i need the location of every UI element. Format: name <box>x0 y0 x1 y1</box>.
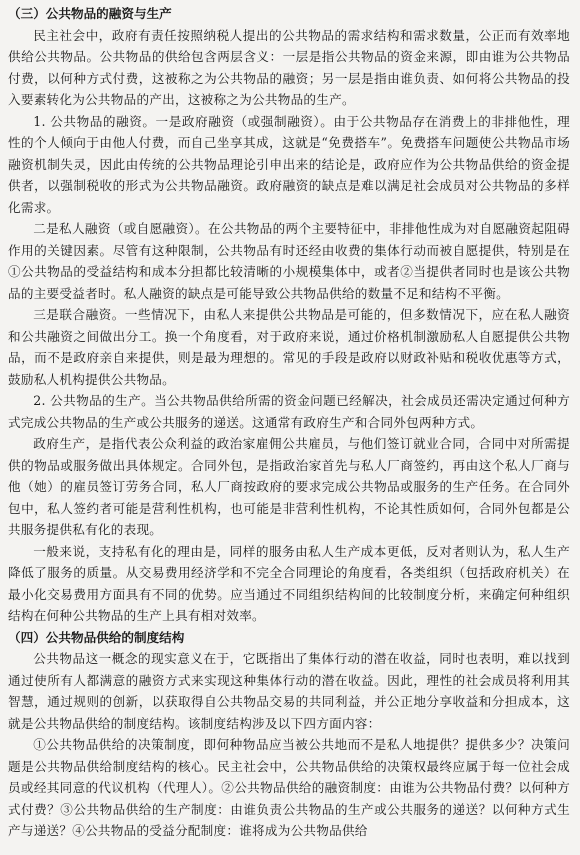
section-3-heading: （三）公共物品的融资与生产 <box>8 6 172 21</box>
paragraph: 政府生产，是指代表公众利益的政治家雇佣公共雇员，与他们签订就业合同，合同中对所需提供的物品或服务做出具体规定。合同外包，是指政治家首先与私人厂商签约，再由这个私人厂商与他（她）的雇员签订劳务合同，私人厂商按政府的要求完成公共物品或服务的生产任务。在合同外包中，私人签约者可能是营利性机构，也可能是非营利性机构，不论其性质如何，合同外包都是公共服务提供私有化的表现。 <box>8 436 570 537</box>
paragraph: 一般来说，支持私有化的理由是，同样的服务由私人生产成本更低，反对者则认为，私人生产降低了服务的质量。从交易费用经济学和不完全合同理论的角度看，各类组织（包括政府机关）在最小化交易费用方面具有不同的优势。应当通过不同组织结构间的比较制度分析，来确定何种组织结构在何种公共物品的生产上具有相对效率。 <box>8 543 570 623</box>
paragraph: 2. 公共物品的生产。当公共物品供给所需的资金问题已经解决，社会成员还需决定通过何种方式完成公共物品的生产或公共服务的递送。这通常有政府生产和合同外包两种方式。 <box>8 393 570 430</box>
paragraph: 三是联合融资。一些情况下，由私人来提供公共物品是可能的，但多数情况下，应在私人融资和公共融资之间做出分工。换一个角度看，对于政府来说，通过价格机制激励私人自愿提供公共物品，而不是政府亲自来提供，则是最为理想的。常见的手段是政府以财政补贴和税收优惠等方式，鼓励私人机构提供公共物品。 <box>8 307 570 387</box>
paragraph: 公共物品这一概念的现实意义在于，它既指出了集体行动的潜在收益，同时也表明，难以找到通过使所有人都满意的融资方式来实现这种集体行动的潜在收益。因此，理性的社会成员将利用其智慧，通过规则的创新，以获取得自公共物品交易的共同利益，并公正地分享收益和分担成本，这就是公共物品供给的制度结构。该制度结构涉及以下四方面内容： <box>8 651 570 731</box>
paragraph: 二是私人融资（或自愿融资）。在公共物品的两个主要特征中，非排他性成为对自愿融资起阻碍作用的关键因素。尽管有这种限制，公共物品有时还经由收费的集体行动而被自愿提供，特别是在①公共物品的受益结构和成本分担都比较清晰的小规模集体中，或者②当提供者同时也是该公共物品的主要受益者时。私人融资的缺点是可能导致公共物品供给的数量不足和结构不平衡。 <box>8 221 570 301</box>
paragraph: 民主社会中，政府有责任按照纳税人提出的公共物品的需求结构和需求数量，公正而有效率地供给公共物品。公共物品的供给包含两层含义：一层是指公共物品的资金来源，即由谁为公共物品付费，以何种方式付费，这被称之为公共物品的融资；另一层是指由谁负责、如何将公共物品的投入要素转化为公共物品的产出，这被称之为公共物品的生产。 <box>8 27 570 107</box>
section-4 <box>8 627 570 842</box>
section-3 <box>8 3 570 627</box>
paragraph: ①公共物品供给的决策制度，即何种物品应当被公共地而不是私人地提供？提供多少？决策问题是公共物品供给制度结构的核心。民主社会中，公共物品供给的决策权最终应属于每一位社会成员或经其同意的代议机构（代理人）。②公共物品供给的融资制度：由谁为公共物品付费？以何种方式付费？③公共物品供给的生产制度：由谁负责公共物品的生产或公共服务的递送？以何种方式生产与递送？④公共物品的受益分配制度：谁将成为公共物品供给 <box>8 737 570 838</box>
paragraph: 1. 公共物品的融资。一是政府融资（或强制融资）。由于公共物品存在消费上的非排他性，理性的个人倾向于由他人付费，而自己坐享其成，这就是“免费搭车”。免费搭车问题使公共物品市场融资机制失灵，因此由传统的公共物品理论引申出来的结论是，政府应作为公共物品供给的资金提供者，以强制税收的形式为公共物品融资。政府融资的缺点是难以满足社会成员对公共物品的多样化需求。 <box>8 113 570 215</box>
section-4-heading: （四）公共物品供给的制度结构 <box>8 629 185 645</box>
